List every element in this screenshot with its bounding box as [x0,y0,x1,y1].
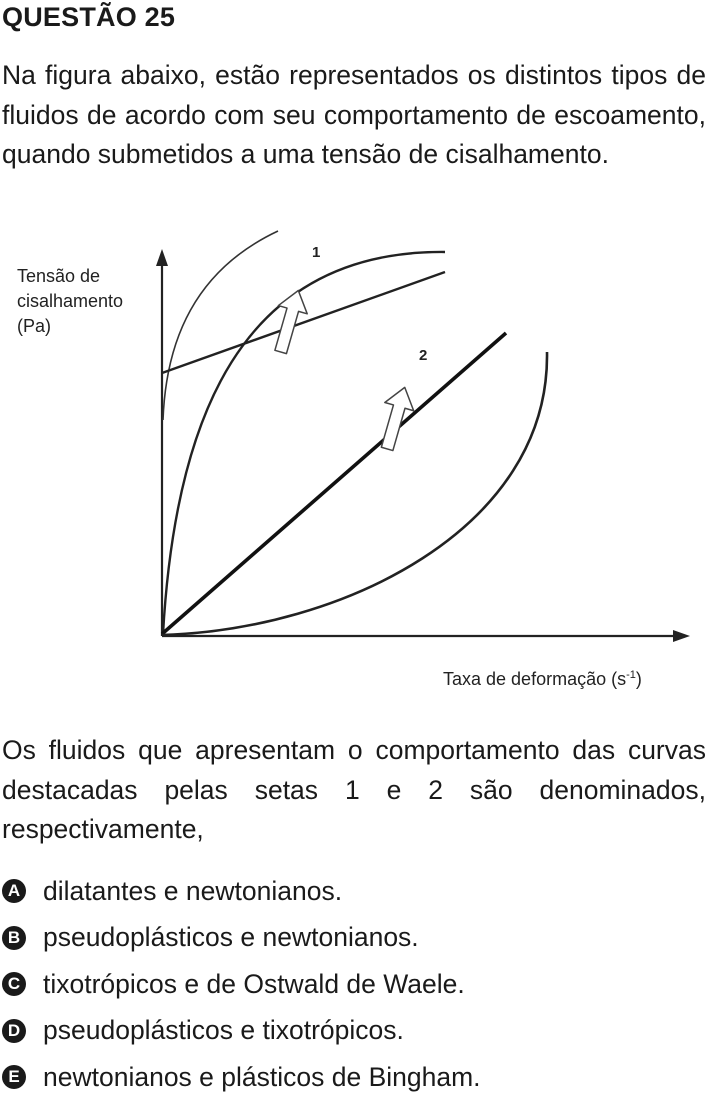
newtonian-line [162,333,506,634]
arrow-1-label: 1 [312,244,321,261]
answer-options [2,868,481,1101]
question-prompt: Os fluidos que apresentam o comportamento das curvas destacadas pelas setas 1 e 2 são denominados, respectivamente, [2,735,706,844]
option-e-text: newtonianos e plásticos de Bingham. [43,1061,481,1092]
option-b-text: pseudoplásticos e newtonianos. [43,922,419,953]
option-a-text: dilatantes e newtonianos. [43,875,343,906]
question-title: QUESTÃO 25 [2,2,176,32]
x-axis-arrowhead [673,630,690,642]
option-c-text: tixotrópicos e de Ostwald de Waele. [43,968,465,999]
y-axis-label-line-2: cisalhamento [17,291,124,311]
dilatant-curve [162,352,547,635]
question-stem: Na figura abaixo, estão representados os distintos tipos de fluidos de acordo com seu comportamento de escoamento, quando submetidos a uma tensão de cisalhamento. [2,60,706,169]
option-e-letter-badge: E [2,1065,26,1089]
option-d-letter-badge: D [2,1019,26,1043]
option-d[interactable] [2,1008,481,1055]
x-axis-label: Taxa de deformação $(s^{-1})$ [443,669,642,689]
option-b-letter-badge: B [2,926,26,950]
option-c[interactable] [2,961,481,1008]
option-a[interactable] [2,868,481,915]
y-axis-label-line-1: Tensão de [17,266,101,286]
y-axis-label-line-3: (Pa) [17,316,52,336]
option-c-letter-badge: C [2,972,26,996]
option-a-letter-badge: A [2,879,26,903]
arrow-2-label: 2 [419,347,428,364]
rheology-figure [0,224,708,704]
y-axis-arrowhead [156,249,168,266]
option-d-text: pseudoplásticos e tixotrópicos. [43,1015,404,1046]
option-b[interactable] [2,915,481,962]
